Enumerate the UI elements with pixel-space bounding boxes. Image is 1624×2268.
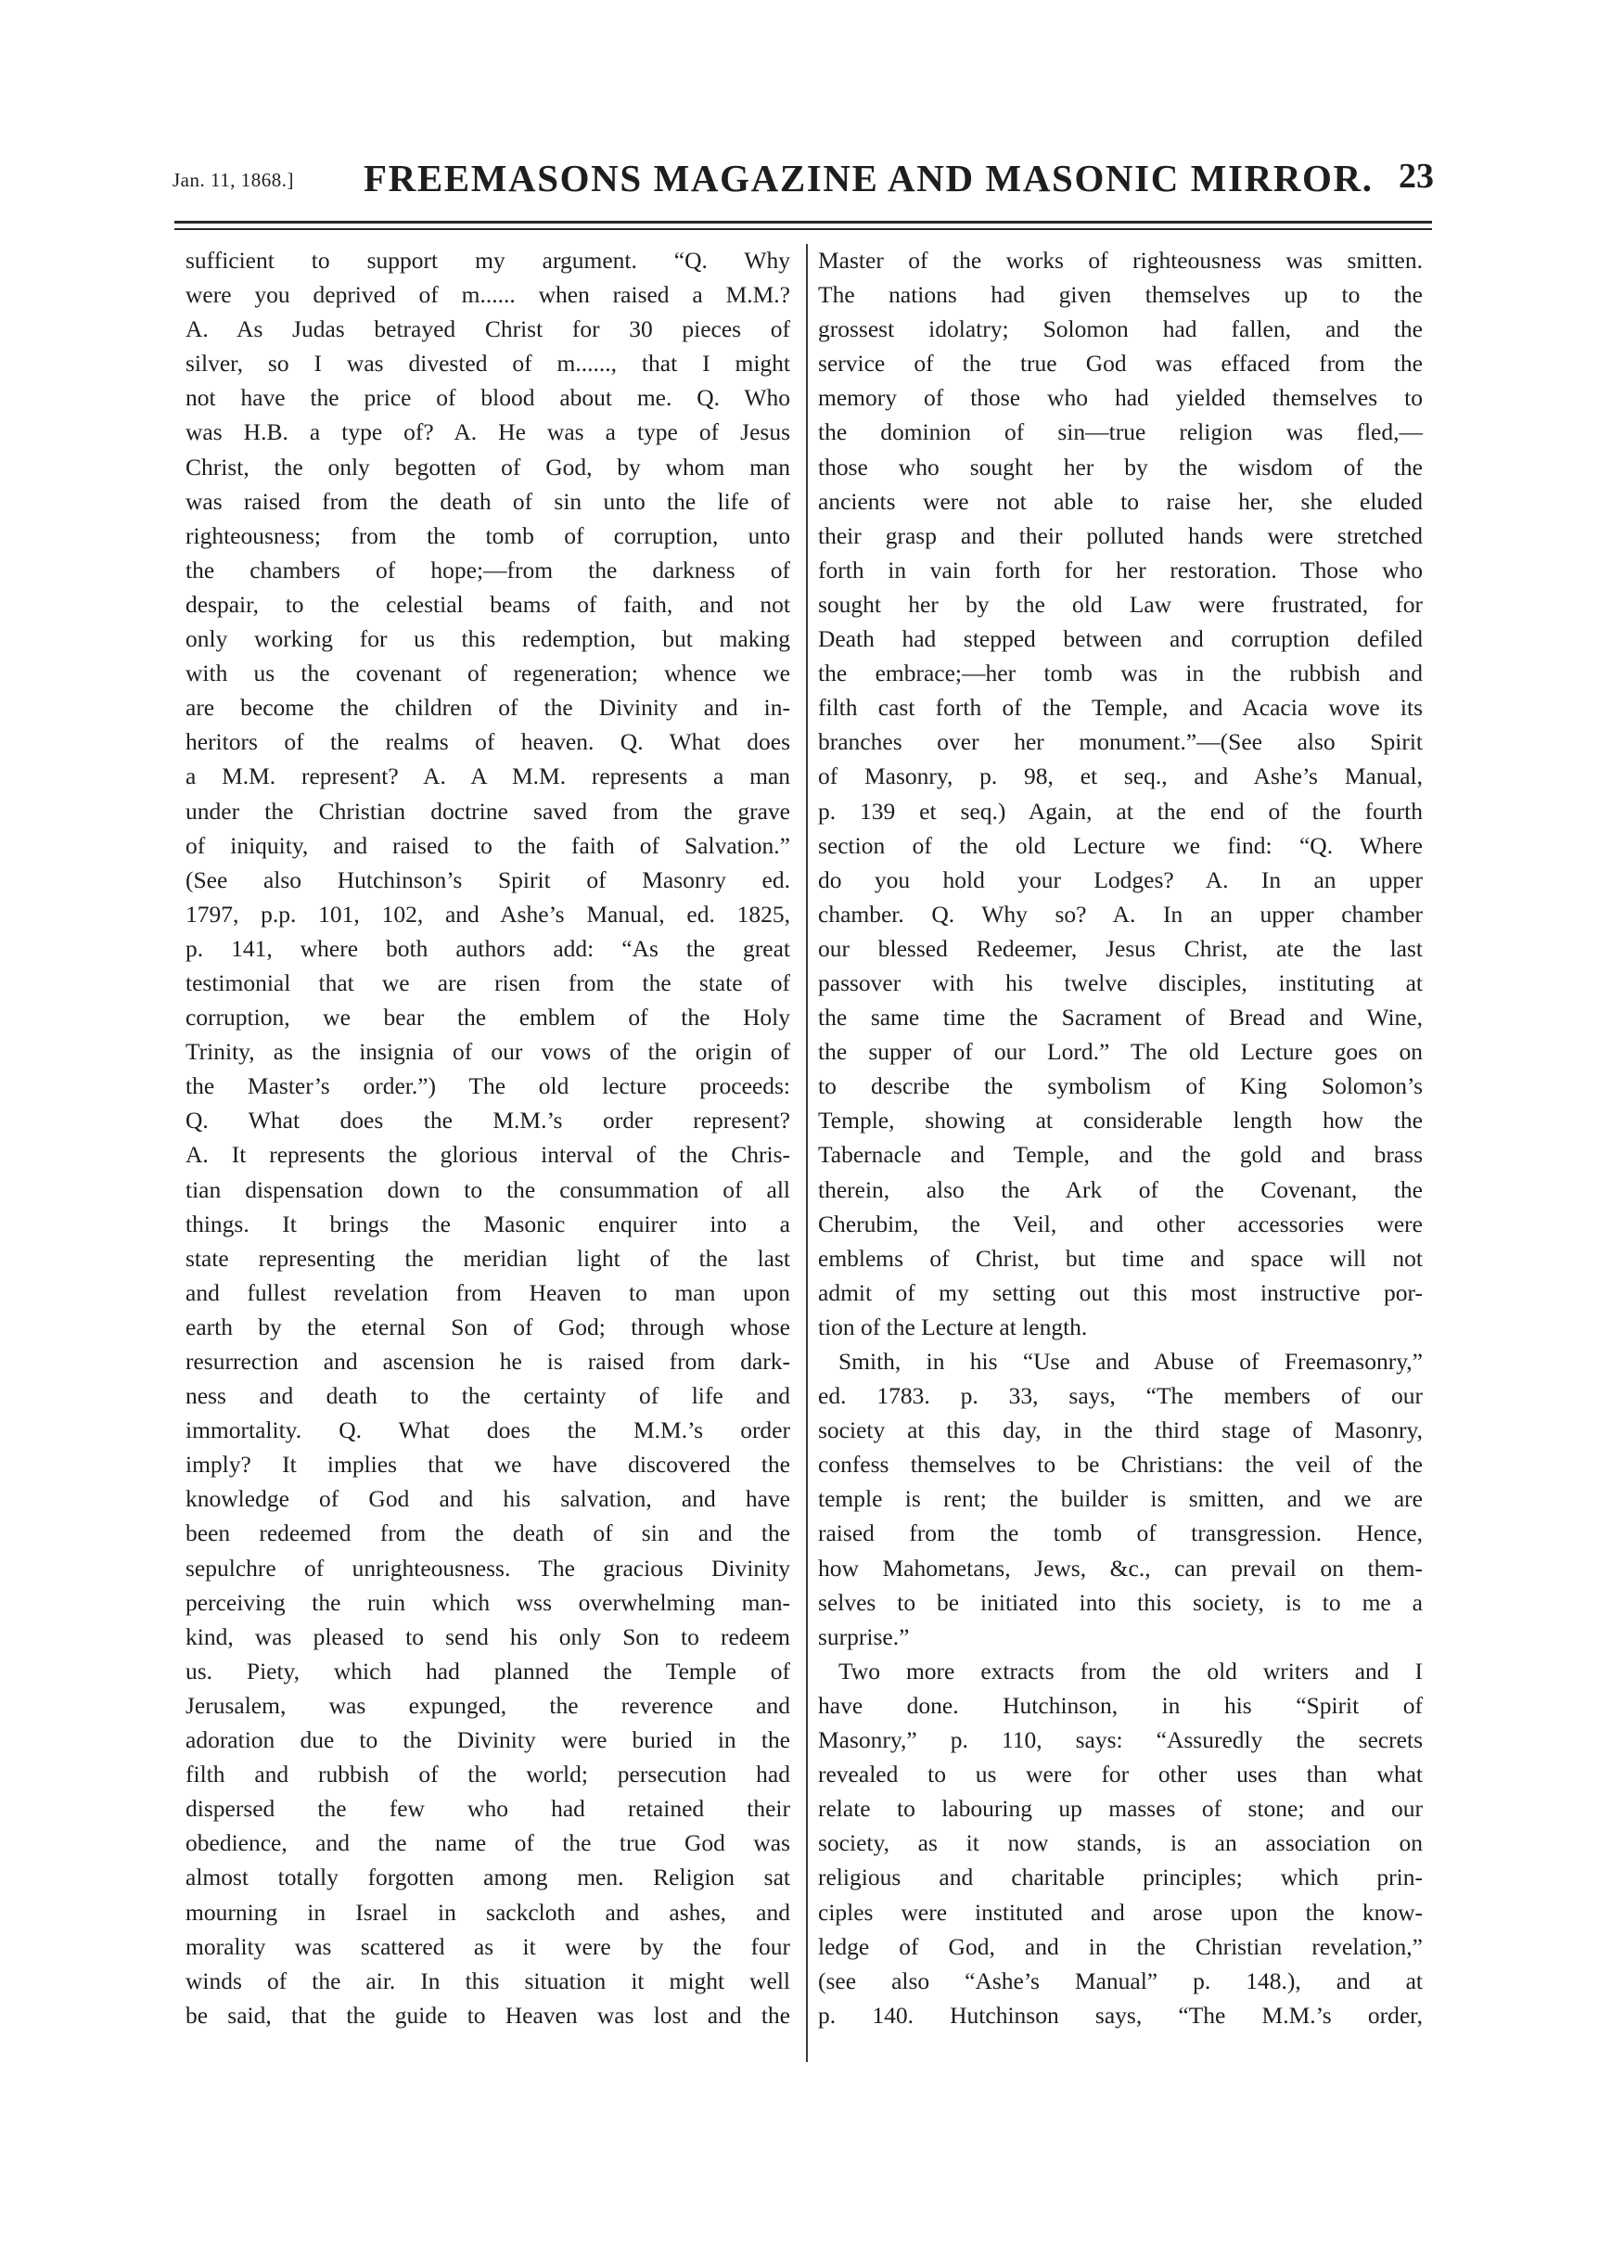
text-line: passover with his twelve disciples, instituting at bbox=[818, 968, 1423, 996]
text-line: The nations had given themselves up to the bbox=[818, 281, 1423, 309]
text-line: confess themselves to be Christians: the veil of the bbox=[818, 1451, 1423, 1479]
text-line: knowledge of God and his salvation, and have bbox=[185, 1485, 790, 1513]
text-line: not have the price of blood about me. Q. Who bbox=[185, 384, 790, 412]
page-number: 23 bbox=[1399, 157, 1434, 196]
text-line: corruption, we bear the emblem of the Holy bbox=[185, 1004, 790, 1031]
text-line: memory of those who had yielded themselves to bbox=[818, 384, 1423, 412]
text-line: 1797, p.p. 101, 102, and Ashe’s Manual, ed. 1825, bbox=[185, 900, 790, 928]
text-line: testimonial that we are risen from the state of bbox=[185, 968, 790, 996]
text-line: p. 140. Hutchinson says, “The M.M.’s order, bbox=[818, 2001, 1423, 2029]
text-line: A. It represents the glorious interval of the Chris- bbox=[185, 1141, 790, 1169]
text-line: Cherubim, the Veil, and other accessories were bbox=[818, 1210, 1423, 1237]
text-line: religious and charitable principles; which prin- bbox=[818, 1864, 1423, 1891]
text-line: ed. 1783. p. 33, says, “The members of our bbox=[818, 1382, 1423, 1410]
text-line: Death had stepped between and corruption defiled bbox=[818, 625, 1423, 653]
text-line: our blessed Redeemer, Jesus Christ, ate the last bbox=[818, 934, 1423, 962]
text-line: do you hold your Lodges? A. In an upper bbox=[818, 865, 1423, 893]
text-line: revealed to us were for other uses than what bbox=[818, 1761, 1423, 1788]
text-line: chamber. Q. Why so? A. In an upper chamber bbox=[818, 900, 1423, 928]
text-line: perceiving the ruin which wss overwhelming man- bbox=[185, 1588, 790, 1616]
text-line: was H.B. a type of? A. He was a type of Jesus bbox=[185, 418, 790, 446]
text-line: us. Piety, which had planned the Temple of bbox=[185, 1657, 790, 1685]
text-line: sought her by the old Law were frustrated, for bbox=[818, 590, 1423, 618]
text-line: the same time the Sacrament of Bread and Wine, bbox=[818, 1004, 1423, 1031]
text-line: obedience, and the name of the true God was bbox=[185, 1829, 790, 1857]
text-line: imply? It implies that we have discovered the bbox=[185, 1451, 790, 1479]
text-line: relate to labouring up masses of stone; and our bbox=[818, 1795, 1423, 1823]
text-line: ness and death to the certainty of life and bbox=[185, 1382, 790, 1410]
text-line: Christ, the only begotten of God, by whom man bbox=[185, 453, 790, 481]
header-rule-thin bbox=[174, 228, 1432, 230]
text-line: earth by the eternal Son of God; through whose bbox=[185, 1313, 790, 1340]
text-line: morality was scattered as it were by the four bbox=[185, 1932, 790, 1960]
text-line: ancients were not able to raise her, she eluded bbox=[818, 487, 1423, 515]
text-line: A. As Judas betrayed Christ for 30 pieces of bbox=[185, 315, 790, 343]
text-line: those who sought her by the wisdom of the bbox=[818, 453, 1423, 481]
text-line: their grasp and their polluted hands were stretched bbox=[818, 521, 1423, 549]
text-line: adoration due to the Divinity were buried in the bbox=[185, 1726, 790, 1754]
text-line: (See also Hutchinson’s Spirit of Masonry ed. bbox=[185, 865, 790, 893]
text-line: p. 139 et seq.) Again, at the end of the fourth bbox=[818, 797, 1423, 825]
text-line: filth and rubbish of the world; persecution had bbox=[185, 1761, 790, 1788]
column-divider bbox=[806, 244, 808, 2062]
text-line: the Master’s order.”) The old lecture proceeds: bbox=[185, 1072, 790, 1100]
text-line: were you deprived of m...... when raised a M.M.? bbox=[185, 281, 790, 309]
text-line: immortality. Q. What does the M.M.’s order bbox=[185, 1416, 790, 1444]
text-line: been redeemed from the death of sin and the bbox=[185, 1519, 790, 1547]
text-line: sufficient to support my argument. “Q. Why bbox=[185, 247, 790, 274]
text-line: admit of my setting out this most instructive por- bbox=[818, 1278, 1423, 1306]
text-line: Temple, showing at considerable length how the bbox=[818, 1107, 1423, 1134]
text-line: the dominion of sin—true religion was fled,— bbox=[818, 418, 1423, 446]
magazine-title: FREEMASONS MAGAZINE AND MASONIC MIRROR. bbox=[364, 157, 1374, 199]
text-line: tion of the Lecture at length. bbox=[818, 1313, 1088, 1340]
text-line: p. 141, where both authors add: “As the great bbox=[185, 934, 790, 962]
text-line: have done. Hutchinson, in his “Spirit of bbox=[818, 1691, 1423, 1719]
page-header bbox=[173, 156, 1434, 213]
text-line: sepulchre of unrighteousness. The gracious Divinity bbox=[185, 1554, 790, 1582]
text-line: heritors of the realms of heaven. Q. What does bbox=[185, 728, 790, 756]
text-line: despair, to the celestial beams of faith, and not bbox=[185, 590, 790, 618]
issue-date: Jan. 11, 1868.] bbox=[173, 169, 294, 191]
text-line: dispersed the few who had retained their bbox=[185, 1795, 790, 1823]
text-line: and fullest revelation from Heaven to man upon bbox=[185, 1278, 790, 1306]
text-line: society at this day, in the third stage of Masonry, bbox=[818, 1416, 1423, 1444]
text-line: tian dispensation down to the consummation of all bbox=[185, 1175, 790, 1203]
text-line: of Masonry, p. 98, et seq., and Ashe’s Manual, bbox=[818, 762, 1423, 790]
text-line: branches over her monument.”—(See also Spirit bbox=[818, 728, 1423, 756]
text-line: Masonry,” p. 110, says: “Assuredly the secrets bbox=[818, 1726, 1423, 1754]
text-line: state representing the meridian light of the last bbox=[185, 1244, 790, 1272]
text-line: temple is rent; the builder is smitten, and we are bbox=[818, 1485, 1423, 1513]
text-line: society, as it now stands, is an association on bbox=[818, 1829, 1423, 1857]
text-line: ledge of God, and in the Christian revelation,” bbox=[818, 1932, 1423, 1960]
text-line: Q. What does the M.M.’s order represent? bbox=[185, 1107, 790, 1134]
text-line: to describe the symbolism of King Solomon’s bbox=[818, 1072, 1423, 1100]
text-line: a M.M. represent? A. A M.M. represents a man bbox=[185, 762, 790, 790]
text-line: Master of the works of righteousness was smitten. bbox=[818, 247, 1423, 274]
text-line: with us the covenant of regeneration; whence we bbox=[185, 660, 790, 687]
text-line: the supper of our Lord.” The old Lecture goes on bbox=[818, 1038, 1423, 1066]
text-line: emblems of Christ, but time and space will not bbox=[818, 1244, 1423, 1272]
text-line: surprise.” bbox=[818, 1622, 910, 1650]
text-line: kind, was pleased to send his only Son to redeem bbox=[185, 1622, 790, 1650]
right-column bbox=[818, 243, 1423, 2032]
text-line: under the Christian doctrine saved from the grave bbox=[185, 797, 790, 825]
text-line: service of the true God was effaced from the bbox=[818, 350, 1423, 378]
text-line: are become the children of the Divinity and in- bbox=[185, 694, 790, 722]
text-line: almost totally forgotten among men. Religion sat bbox=[185, 1864, 790, 1891]
text-line: only working for us this redemption, but making bbox=[185, 625, 790, 653]
text-line: winds of the air. In this situation it might well bbox=[185, 1967, 790, 1994]
text-line: grossest idolatry; Solomon had fallen, and the bbox=[818, 315, 1423, 343]
text-line: how Mahometans, Jews, &c., can prevail on them- bbox=[818, 1554, 1423, 1582]
text-line: the embrace;—her tomb was in the rubbish and bbox=[818, 660, 1423, 687]
text-line: filth cast forth of the Temple, and Acacia wove its bbox=[818, 694, 1423, 722]
left-column bbox=[185, 243, 790, 2032]
text-line: Tabernacle and Temple, and the gold and brass bbox=[818, 1141, 1423, 1169]
text-line: Trinity, as the insignia of our vows of the origin of bbox=[185, 1038, 790, 1066]
text-line: Two more extracts from the old writers and I bbox=[838, 1657, 1423, 1685]
text-line: be said, that the guide to Heaven was lost and the bbox=[185, 2001, 790, 2029]
text-line: selves to be initiated into this society, is to me a bbox=[818, 1588, 1423, 1616]
text-line: resurrection and ascension he is raised from dark- bbox=[185, 1348, 790, 1375]
text-line: was raised from the death of sin unto the life of bbox=[185, 487, 790, 515]
text-line: Smith, in his “Use and Abuse of Freemasonry,” bbox=[838, 1348, 1423, 1375]
text-line: of iniquity, and raised to the faith of Salvation.” bbox=[185, 831, 790, 859]
text-line: forth in vain forth for her restoration. Those who bbox=[818, 556, 1423, 583]
header-rule-thick bbox=[174, 221, 1432, 224]
text-line: the chambers of hope;—from the darkness of bbox=[185, 556, 790, 583]
text-line: therein, also the Ark of the Covenant, the bbox=[818, 1175, 1423, 1203]
text-line: ciples were instituted and arose upon the know- bbox=[818, 1898, 1423, 1926]
text-line: Jerusalem, was expunged, the reverence and bbox=[185, 1691, 790, 1719]
text-line: silver, so I was divested of m......, that I might bbox=[185, 350, 790, 378]
text-line: (see also “Ashe’s Manual” p. 148.), and at bbox=[818, 1967, 1423, 1994]
text-line: section of the old Lecture we find: “Q. Where bbox=[818, 831, 1423, 859]
text-line: righteousness; from the tomb of corruption, unto bbox=[185, 521, 790, 549]
text-line: mourning in Israel in sackcloth and ashes, and bbox=[185, 1898, 790, 1926]
text-line: raised from the tomb of transgression. Hence, bbox=[818, 1519, 1423, 1547]
text-line: things. It brings the Masonic enquirer into a bbox=[185, 1210, 790, 1237]
